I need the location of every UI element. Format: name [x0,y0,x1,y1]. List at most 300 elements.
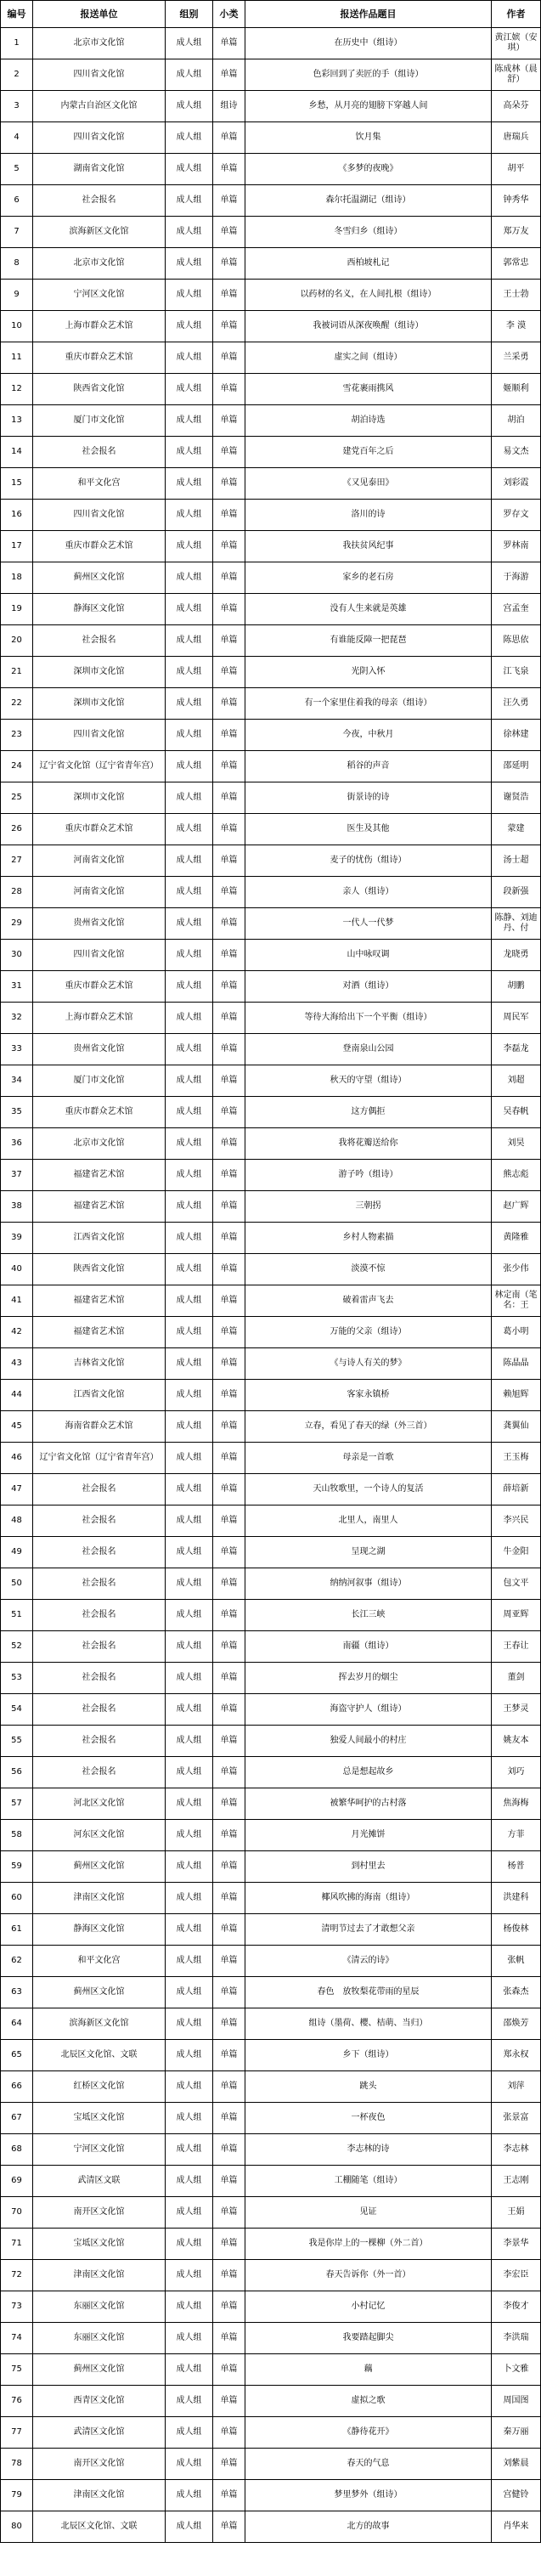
cell-title: 等待大海给出下一个平衡（组诗） [245,1003,492,1034]
cell-title: 月光摊饼 [245,1820,492,1851]
cell-title: 北方的故事 [245,2511,492,2543]
cell-unit: 重庆市群众艺术馆 [33,1097,166,1128]
cell-title: 虚实之间（组诗） [245,342,492,374]
cell-title: 山中咏叹调 [245,940,492,971]
cell-group: 成人组 [166,940,213,971]
cell-number: 21 [1,657,33,688]
table-row [1,280,541,311]
cell-unit: 河南省文化馆 [33,877,166,908]
cell-author: 李洪瑞 [492,2323,541,2354]
cell-author: 卜文雅 [492,2354,541,2386]
table-row [1,2229,541,2260]
cell-number: 23 [1,720,33,751]
cell-number: 34 [1,1065,33,1097]
cell-category: 单篇 [213,59,245,91]
cell-title: 梦里梦外（组诗） [245,2480,492,2511]
table-row [1,594,541,625]
table-row [1,1348,541,1380]
cell-title: 组诗（墨荷、樱、桔萌、当归） [245,2008,492,2040]
cell-number: 8 [1,248,33,280]
cell-author: 薛培新 [492,1474,541,1505]
cell-group: 成人组 [166,1914,213,1946]
cell-group: 成人组 [166,2449,213,2480]
cell-group: 成人组 [166,657,213,688]
table-row [1,1631,541,1663]
cell-author: 杨俊林 [492,1914,541,1946]
cell-group: 成人组 [166,1443,213,1474]
table-row [1,1380,541,1411]
cell-title: 李志林的诗 [245,2134,492,2166]
cell-author: 于海游 [492,562,541,594]
cell-title: 有一个家里住着我的母亲（组诗） [245,688,492,720]
table-row [1,2480,541,2511]
cell-unit: 重庆市群众艺术馆 [33,342,166,374]
cell-category: 单篇 [213,1003,245,1034]
cell-group: 成人组 [166,1694,213,1726]
cell-title: 三朝拐 [245,1191,492,1223]
table-row [1,1223,541,1254]
table-row [1,311,541,342]
cell-unit: 蓟州区文化馆 [33,1851,166,1883]
cell-category: 单篇 [213,1223,245,1254]
cell-number: 9 [1,280,33,311]
cell-unit: 社会报名 [33,1663,166,1694]
cell-unit: 社会报名 [33,1474,166,1505]
cell-category: 单篇 [213,625,245,657]
cell-group: 成人组 [166,1380,213,1411]
cell-category: 单篇 [213,374,245,405]
table-row [1,1443,541,1474]
cell-author: 谢贤浩 [492,782,541,814]
cell-unit: 蓟州区文化馆 [33,562,166,594]
cell-group: 成人组 [166,342,213,374]
cell-title: 我将花瓣送给你 [245,1128,492,1160]
cell-unit: 厦门市文化馆 [33,405,166,437]
cell-title: 总是想起故乡 [245,1757,492,1788]
header-category: 小类 [213,1,245,28]
cell-author: 熊志彪 [492,1160,541,1191]
table-row [1,2103,541,2134]
cell-author: 宫孟奎 [492,594,541,625]
cell-author: 张帆 [492,1946,541,1977]
cell-number: 22 [1,688,33,720]
cell-unit: 宁河区文化馆 [33,2134,166,2166]
cell-unit: 上海市群众艺术馆 [33,1003,166,1034]
cell-number: 28 [1,877,33,908]
cell-author: 周民军 [492,1003,541,1034]
table-row [1,2134,541,2166]
cell-unit: 江西省文化馆 [33,1223,166,1254]
cell-group: 成人组 [166,185,213,217]
cell-category: 单篇 [213,2480,245,2511]
cell-unit: 河北区文化馆 [33,1788,166,1820]
cell-unit: 辽宁省文化馆（辽宁省青年宫） [33,1443,166,1474]
cell-group: 成人组 [166,1097,213,1128]
cell-author: 段新强 [492,877,541,908]
cell-unit: 宁河区文化馆 [33,280,166,311]
cell-title: 春天告诉你（外一首） [245,2260,492,2291]
cell-author: 李兴民 [492,1505,541,1537]
cell-author: 张少伟 [492,1254,541,1285]
cell-unit: 社会报名 [33,437,166,468]
cell-category: 单篇 [213,562,245,594]
cell-group: 成人组 [166,1568,213,1600]
table-row [1,1191,541,1223]
cell-unit: 北京市文化馆 [33,248,166,280]
cell-author: 赖旭辉 [492,1380,541,1411]
cell-unit: 社会报名 [33,1568,166,1600]
table-row [1,531,541,562]
cell-number: 64 [1,2008,33,2040]
table-row [1,1065,541,1097]
cell-category: 单篇 [213,531,245,562]
cell-author: 龙晓勇 [492,940,541,971]
table-row [1,2008,541,2040]
table-row [1,1820,541,1851]
cell-category: 单篇 [213,1851,245,1883]
table-row [1,1474,541,1505]
cell-title: 万能的父亲（组诗） [245,1317,492,1348]
table-row [1,1600,541,1631]
cell-group: 成人组 [166,1223,213,1254]
cell-category: 单篇 [213,28,245,59]
cell-number: 39 [1,1223,33,1254]
table-row [1,2449,541,2480]
cell-title: 椰风吹拂的海南（组诗） [245,1883,492,1914]
header-author: 作者 [492,1,541,28]
table-row [1,405,541,437]
cell-unit: 东丽区文化馆 [33,2323,166,2354]
table-row [1,1757,541,1788]
cell-unit: 福建省艺术馆 [33,1191,166,1223]
cell-author: 周国图 [492,2386,541,2417]
cell-title: 小村记忆 [245,2291,492,2323]
cell-unit: 和平文化宫 [33,468,166,500]
cell-group: 成人组 [166,751,213,782]
cell-number: 49 [1,1537,33,1568]
cell-author: 高朵芬 [492,91,541,122]
cell-unit: 南开区文化馆 [33,2197,166,2229]
cell-unit: 津南区文化馆 [33,1883,166,1914]
table-row [1,1851,541,1883]
cell-category: 单篇 [213,185,245,217]
cell-category: 单篇 [213,1694,245,1726]
cell-group: 成人组 [166,531,213,562]
cell-title: 一杯夜色 [245,2103,492,2134]
cell-unit: 四川省文化馆 [33,59,166,91]
table-row [1,468,541,500]
cell-number: 67 [1,2103,33,2134]
cell-title: 西柏坡札记 [245,248,492,280]
cell-category: 单篇 [213,782,245,814]
cell-number: 62 [1,1946,33,1977]
table-row [1,59,541,91]
cell-unit: 社会报名 [33,1694,166,1726]
table-row [1,217,541,248]
cell-author: 焦海梅 [492,1788,541,1820]
cell-author: 牛金阳 [492,1537,541,1568]
cell-number: 27 [1,845,33,877]
cell-title: 胡泊诗选 [245,405,492,437]
cell-title: 海盗守护人（组诗） [245,1694,492,1726]
cell-group: 成人组 [166,2134,213,2166]
table-row [1,625,541,657]
cell-author: 钟秀华 [492,185,541,217]
cell-category: 单篇 [213,2260,245,2291]
cell-category: 单篇 [213,940,245,971]
cell-category: 单篇 [213,1977,245,2008]
cell-author: 肖华来 [492,2511,541,2543]
cell-author: 吴春帆 [492,1097,541,1128]
cell-category: 单篇 [213,122,245,154]
cell-unit: 社会报名 [33,185,166,217]
cell-unit: 社会报名 [33,625,166,657]
cell-number: 80 [1,2511,33,2543]
table-row [1,657,541,688]
cell-category: 单篇 [213,2511,245,2543]
cell-group: 成人组 [166,91,213,122]
table-row [1,908,541,940]
cell-number: 59 [1,1851,33,1883]
cell-number: 70 [1,2197,33,2229]
table-row [1,248,541,280]
cell-category: 单篇 [213,248,245,280]
cell-group: 成人组 [166,280,213,311]
cell-title: 亲人（组诗） [245,877,492,908]
cell-unit: 四川省文化馆 [33,122,166,154]
cell-author: 刘巧 [492,1757,541,1788]
cell-title: 森尔托温湖记（组诗） [245,185,492,217]
cell-category: 单篇 [213,1191,245,1223]
cell-category: 单篇 [213,2134,245,2166]
cell-number: 68 [1,2134,33,2166]
cell-author: 胡鹏 [492,971,541,1003]
cell-number: 3 [1,91,33,122]
cell-title: 家乡的老石房 [245,562,492,594]
table-row [1,1411,541,1443]
cell-unit: 蓟州区文化馆 [33,2354,166,2386]
cell-group: 成人组 [166,1726,213,1757]
cell-category: 单篇 [213,1631,245,1663]
cell-title: 工棚随笔（组诗） [245,2166,492,2197]
cell-number: 29 [1,908,33,940]
cell-title: 立春，看见了春天的绿（外三首） [245,1411,492,1443]
cell-group: 成人组 [166,1474,213,1505]
cell-title: 街景诗的诗 [245,782,492,814]
cell-author: 徐林建 [492,720,541,751]
table-row [1,1788,541,1820]
cell-number: 18 [1,562,33,594]
cell-unit: 深圳市文化馆 [33,782,166,814]
cell-title: 《清云的诗》 [245,1946,492,1977]
cell-group: 成人组 [166,971,213,1003]
cell-number: 63 [1,1977,33,2008]
cell-title: 《多梦的夜晚》 [245,154,492,185]
cell-category: 单篇 [213,342,245,374]
cell-group: 成人组 [166,2103,213,2134]
table-row [1,185,541,217]
cell-author: 刘紫晨 [492,2449,541,2480]
cell-group: 成人组 [166,2040,213,2071]
cell-category: 单篇 [213,1065,245,1097]
cell-group: 成人组 [166,1851,213,1883]
cell-title: 客家永镇桥 [245,1380,492,1411]
cell-author: 姚友本 [492,1726,541,1757]
cell-unit: 社会报名 [33,1726,166,1757]
cell-unit: 福建省艺术馆 [33,1160,166,1191]
cell-author: 王娟 [492,2197,541,2229]
cell-title: 冬雪归乡（组诗） [245,217,492,248]
cell-number: 14 [1,437,33,468]
cell-number: 52 [1,1631,33,1663]
cell-group: 成人组 [166,311,213,342]
cell-unit: 四川省文化馆 [33,720,166,751]
cell-author: 秦万丽 [492,2417,541,2449]
cell-unit: 西青区文化馆 [33,2386,166,2417]
table-row [1,971,541,1003]
cell-number: 37 [1,1160,33,1191]
table-row [1,751,541,782]
cell-unit: 重庆市群众艺术馆 [33,814,166,845]
cell-group: 成人组 [166,2260,213,2291]
cell-author: 陈静、刘迪丹、付 [492,908,541,940]
cell-unit: 深圳市文化馆 [33,657,166,688]
table-row [1,2354,541,2386]
cell-group: 成人组 [166,2008,213,2040]
cell-category: 单篇 [213,594,245,625]
table-row [1,1537,541,1568]
cell-unit: 社会报名 [33,1631,166,1663]
cell-author: 王春让 [492,1631,541,1663]
cell-category: 单篇 [213,2449,245,2480]
cell-category: 单篇 [213,1128,245,1160]
cell-number: 56 [1,1757,33,1788]
cell-category: 单篇 [213,2103,245,2134]
cell-number: 44 [1,1380,33,1411]
cell-category: 单篇 [213,845,245,877]
cell-number: 60 [1,1883,33,1914]
table-row [1,1254,541,1285]
table-row [1,122,541,154]
cell-title: 乡村人物素描 [245,1223,492,1254]
cell-unit: 吉林省文化馆 [33,1348,166,1380]
cell-author: 邵焕芳 [492,2008,541,2040]
cell-group: 成人组 [166,1348,213,1380]
cell-title: 天山牧歌里，一个诗人的复活 [245,1474,492,1505]
cell-author: 李景华 [492,2229,541,2260]
cell-author: 方菲 [492,1820,541,1851]
cell-title: 色彩回到了卖匠的手（组诗） [245,59,492,91]
cell-author: 林定南（笔名：王 [492,1285,541,1317]
cell-unit: 静海区文化馆 [33,1914,166,1946]
cell-author: 宫健铃 [492,2480,541,2511]
cell-author: 兰采勇 [492,342,541,374]
cell-author: 洪建科 [492,1883,541,1914]
cell-category: 单篇 [213,2040,245,2071]
cell-group: 成人组 [166,2386,213,2417]
cell-unit: 宝坻区文化馆 [33,2103,166,2134]
cell-category: 单篇 [213,1474,245,1505]
cell-number: 32 [1,1003,33,1034]
cell-category: 单篇 [213,1663,245,1694]
cell-number: 35 [1,1097,33,1128]
cell-number: 47 [1,1474,33,1505]
cell-title: 秋天的守望（组诗） [245,1065,492,1097]
cell-group: 成人组 [166,1600,213,1631]
cell-author: 邵延明 [492,751,541,782]
cell-number: 77 [1,2417,33,2449]
cell-category: 单篇 [213,280,245,311]
cell-group: 成人组 [166,562,213,594]
cell-number: 10 [1,311,33,342]
cell-author: 罗林南 [492,531,541,562]
cell-author: 王玉梅 [492,1443,541,1474]
cell-unit: 贵州省文化馆 [33,908,166,940]
cell-author: 郑万友 [492,217,541,248]
cell-number: 2 [1,59,33,91]
cell-number: 74 [1,2323,33,2354]
table-row [1,91,541,122]
cell-number: 38 [1,1191,33,1223]
cell-unit: 上海市群众艺术馆 [33,311,166,342]
cell-number: 24 [1,751,33,782]
cell-group: 成人组 [166,405,213,437]
cell-number: 25 [1,782,33,814]
cell-title: 这方偶拒 [245,1097,492,1128]
table-row [1,154,541,185]
cell-number: 40 [1,1254,33,1285]
cell-title: 医生及其他 [245,814,492,845]
cell-title: 一代人一代梦 [245,908,492,940]
cell-unit: 南开区文化馆 [33,2449,166,2480]
cell-group: 成人组 [166,1946,213,1977]
cell-unit: 湖南省文化馆 [33,154,166,185]
cell-number: 33 [1,1034,33,1065]
cell-title: 藕 [245,2354,492,2386]
cell-category: 组诗 [213,91,245,122]
table-row [1,374,541,405]
cell-category: 单篇 [213,1254,245,1285]
cell-category: 单篇 [213,2417,245,2449]
cell-group: 成人组 [166,877,213,908]
cell-group: 成人组 [166,154,213,185]
cell-group: 成人组 [166,1411,213,1443]
table-row [1,1946,541,1977]
cell-category: 单篇 [213,657,245,688]
cell-number: 15 [1,468,33,500]
cell-category: 单篇 [213,971,245,1003]
cell-unit: 红桥区文化馆 [33,2071,166,2103]
cell-number: 57 [1,1788,33,1820]
cell-group: 成人组 [166,1757,213,1788]
cell-unit: 静海区文化馆 [33,594,166,625]
cell-author: 刘昊 [492,1128,541,1160]
cell-group: 成人组 [166,2480,213,2511]
cell-unit: 河南省文化馆 [33,845,166,877]
cell-title: 游子吟（组诗） [245,1160,492,1191]
cell-group: 成人组 [166,1285,213,1317]
cell-group: 成人组 [166,2354,213,2386]
table-row [1,2197,541,2229]
cell-group: 成人组 [166,2229,213,2260]
cell-author: 李 漠 [492,311,541,342]
cell-author: 葛小明 [492,1317,541,1348]
cell-author: 汤士超 [492,845,541,877]
cell-title: 麦子的忧伤（组诗） [245,845,492,877]
cell-title: 到村里去 [245,1851,492,1883]
cell-title: 呈现之湖 [245,1537,492,1568]
cell-unit: 陕西省文化馆 [33,1254,166,1285]
